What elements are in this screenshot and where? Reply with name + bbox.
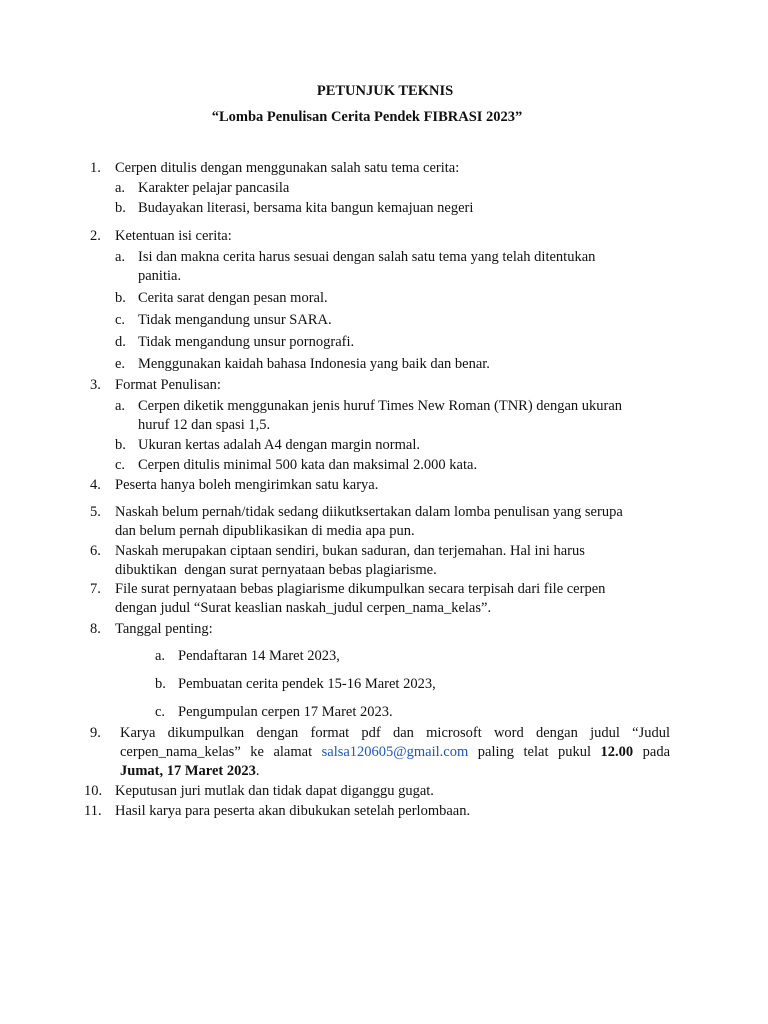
deadline-time: 12.00 — [600, 744, 634, 760]
list-number: 6. — [90, 543, 101, 559]
list-text: Format Penulisan: — [115, 377, 221, 393]
sub-text: Ukuran kertas adalah A4 dengan margin normal. — [138, 437, 420, 453]
sub-text: Pembuatan cerita pendek 15-16 Maret 2023, — [178, 676, 436, 692]
sub-letter: c. — [115, 312, 126, 328]
sub-letter: c. — [155, 704, 166, 720]
sub-letter: e. — [115, 356, 126, 372]
sub-text-line1: Isi dan makna cerita harus sesuai dengan salah satu tema yang telah ditentukan — [138, 249, 596, 265]
list-text-line3 — [120, 762, 670, 781]
list-text: Hasil karya para peserta akan dibukukan setelah perlombaan. — [115, 803, 471, 819]
sub-text: Pendaftaran 14 Maret 2023, — [178, 648, 340, 664]
list-number: 2. — [90, 228, 101, 244]
list-text-line2: dan belum pernah dipublikasikan di media apa pun. — [115, 523, 415, 539]
sub-letter: b. — [115, 437, 126, 453]
sub-text: Menggunakan kaidah bahasa Indonesia yang baik dan benar. — [138, 356, 490, 372]
deadline-date: Jumat, 17 Maret 2023 — [120, 763, 256, 779]
list-number: 9. — [90, 725, 101, 741]
sub-text: Cerpen ditulis minimal 500 kata dan maksimal 2.000 kata. — [138, 457, 478, 473]
sub-text: Tidak mengandung unsur SARA. — [138, 312, 332, 328]
sub-text: Budayakan literasi, bersama kita bangun kemajuan negeri — [138, 200, 474, 216]
sub-letter: a. — [115, 180, 126, 196]
email-address: salsa120605@gmail.com — [321, 744, 469, 760]
list-text-line2: dengan judul “Surat keaslian naskah_judul cerpen_nama_kelas”. — [115, 600, 492, 616]
sub-text: Tidak mengandung unsur pornografi. — [138, 334, 355, 350]
document-title: PETUNJUK TEKNIS — [316, 83, 454, 99]
text-fragment: pada — [633, 744, 671, 760]
sub-text-line2: huruf 12 dan spasi 1,5. — [138, 417, 271, 433]
list-number: 8. — [90, 621, 101, 637]
sub-letter: a. — [155, 648, 166, 664]
list-text-line1: Karya dikumpulkan dengan format pdf dan microsoft word dengan judul “Judul — [120, 725, 670, 741]
sub-letter: a. — [115, 398, 126, 414]
list-text-line1: Naskah merupakan ciptaan sendiri, bukan saduran, dan terjemahan. Hal ini harus — [115, 543, 585, 559]
list-number: 4. — [90, 477, 101, 493]
sub-text-line1: Cerpen diketik menggunakan jenis huruf Times New Roman (TNR) dengan ukuran — [138, 398, 623, 414]
sub-text-line2: panitia. — [138, 268, 182, 284]
list-number: 7. — [90, 581, 101, 597]
list-text: Cerpen ditulis dengan menggunakan salah satu tema cerita: — [115, 160, 460, 176]
list-text: Keputusan juri mutlak dan tidak dapat diganggu gugat. — [115, 783, 434, 799]
sub-letter: b. — [115, 200, 126, 216]
list-text-line1: File surat pernyataan bebas plagiarisme dikumpulkan secara terpisah dari file cerpen — [115, 581, 606, 597]
text-fragment: paling telat pukul — [468, 744, 601, 760]
list-text: Tanggal penting: — [115, 621, 213, 637]
document-subtitle: “Lomba Penulisan Cerita Pendek FIBRASI 2023” — [211, 109, 523, 125]
list-text-line1: Naskah belum pernah/tidak sedang diikutksertakan dalam lomba penulisan yang serupa — [115, 504, 623, 520]
sub-text: Karakter pelajar pancasila — [138, 180, 290, 196]
list-number: 5. — [90, 504, 101, 520]
text-fragment: . — [255, 763, 260, 779]
list-text: Ketentuan isi cerita: — [115, 228, 232, 244]
list-text: Peserta hanya boleh mengirimkan satu karya. — [115, 477, 379, 493]
text-fragment: cerpen_nama_kelas” ke alamat — [120, 744, 322, 760]
list-number: 3. — [90, 377, 101, 393]
sub-letter: c. — [115, 457, 126, 473]
sub-letter: d. — [115, 334, 126, 350]
sub-letter: b. — [155, 676, 166, 692]
sub-text: Pengumpulan cerpen 17 Maret 2023. — [178, 704, 393, 720]
sub-letter: a. — [115, 249, 126, 265]
sub-text: Cerita sarat dengan pesan moral. — [138, 290, 328, 306]
sub-letter: b. — [115, 290, 126, 306]
list-number: 1. — [90, 160, 101, 176]
list-number: 10. — [84, 783, 103, 799]
list-number: 11. — [84, 803, 102, 819]
list-text-line2: dibuktikan dengan surat pernyataan bebas plagiarisme. — [115, 562, 437, 578]
list-text-line2 — [120, 743, 670, 762]
